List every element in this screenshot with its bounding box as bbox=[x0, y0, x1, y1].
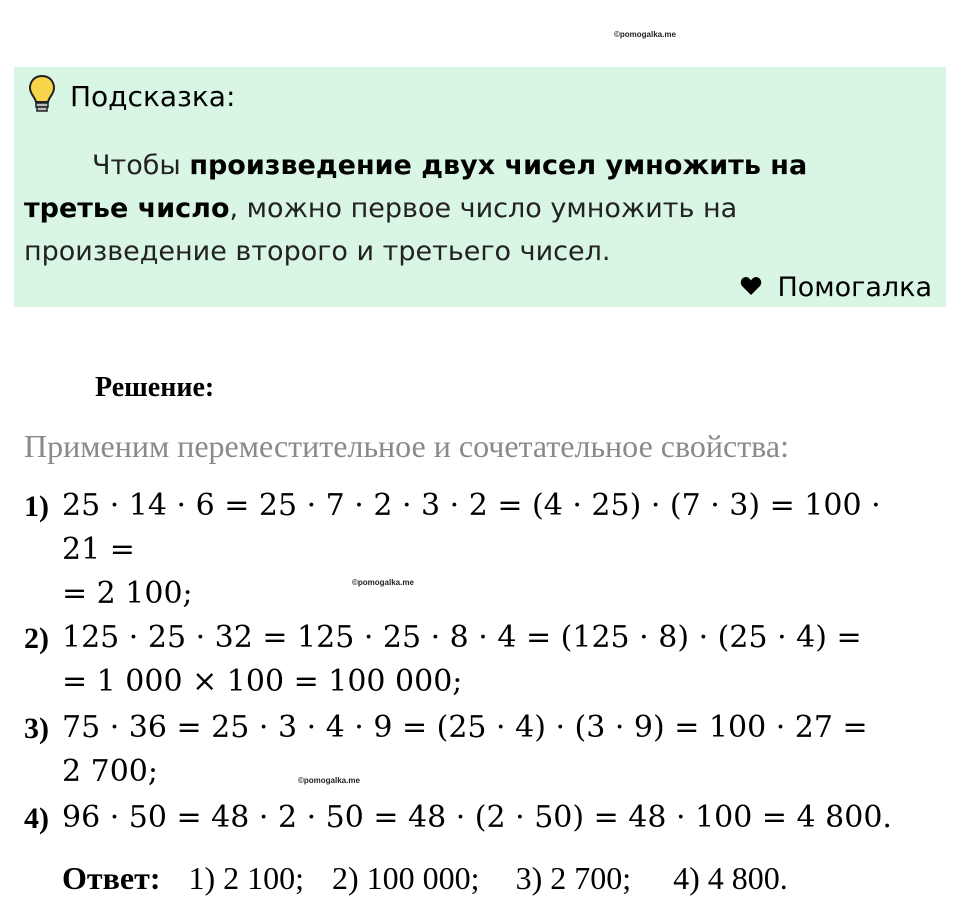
watermark: ©pomogalka.me bbox=[352, 578, 414, 587]
equation-line: 2 700; bbox=[62, 754, 158, 789]
answer-item: 2) 100 000; bbox=[332, 860, 480, 896]
equation-line: 96 · 50 = 48 · 2 · 50 = 48 · (2 · 50) = 48 · 100 = 4 800. bbox=[62, 800, 892, 835]
lightbulb-icon bbox=[28, 74, 56, 114]
hint-title: Подсказка: bbox=[70, 80, 236, 113]
equation-line: 75 · 36 = 25 · 3 · 4 · 9 = (25 · 4) · (3 · 9) = 100 · 27 = bbox=[62, 710, 868, 745]
item-number: 4) bbox=[24, 802, 49, 835]
watermark: ©pomogalka.me bbox=[298, 776, 360, 785]
equation-line: 21 = bbox=[62, 532, 135, 567]
solution-intro: Применим переместительное и сочетательное свойства: bbox=[24, 428, 789, 464]
equation-line: = 1 000 × 100 = 100 000; bbox=[62, 664, 463, 699]
hint-text-pre: Чтобы bbox=[92, 150, 190, 181]
answer-item: 4) 4 800. bbox=[673, 860, 788, 896]
equation-line: 25 · 14 · 6 = 25 · 7 · 2 · 3 · 2 = (4 · 25) · (7 · 3) = 100 · bbox=[62, 488, 881, 523]
answer-item: 3) 2 700; bbox=[515, 860, 632, 896]
item-number: 3) bbox=[24, 712, 49, 745]
hint-text-bold: произведение двух чисел умножить на третье число bbox=[24, 150, 808, 224]
item-number: 1) bbox=[24, 490, 49, 523]
watermark: ©pomogalka.me bbox=[614, 30, 676, 39]
equation-line: = 2 100; bbox=[62, 576, 193, 611]
hint-text bbox=[24, 144, 914, 273]
solution-title: Решение: bbox=[95, 372, 215, 403]
answer-line bbox=[62, 860, 788, 897]
answer-label: Ответ: bbox=[62, 860, 161, 896]
answer-item: 1) 2 100; bbox=[188, 860, 305, 896]
item-number: 2) bbox=[24, 622, 49, 655]
signature: Помогалка bbox=[777, 272, 932, 303]
hint-text-post: , можно первое число умножить на произведение второго и третьего чисел. bbox=[24, 193, 738, 267]
heart-icon bbox=[740, 276, 762, 296]
equation-line: 125 · 25 · 32 = 125 · 25 · 8 · 4 = (125 · 8) · (25 · 4) = bbox=[62, 620, 862, 655]
